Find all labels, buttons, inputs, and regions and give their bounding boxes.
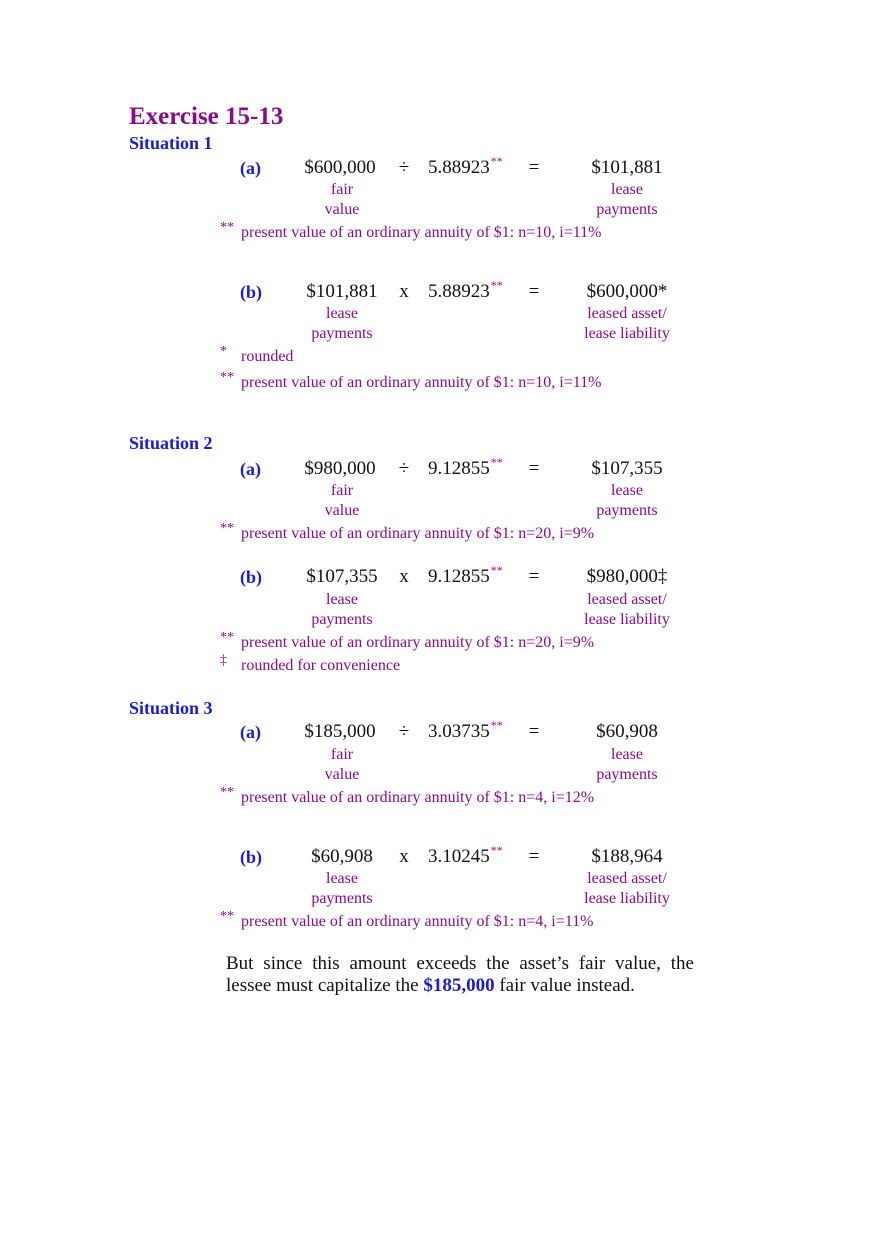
situation-2-a-result-caption: lease payments [596,482,658,519]
situation-2-b-result: $980,000‡ [586,566,668,587]
situation-3-b-result: $188,964 [591,846,663,867]
situation-3-b-result-caption: leased asset/ lease liability [584,870,670,907]
situation-3-a-label: (a) [240,722,261,742]
factor-mark: ** [490,455,503,469]
situation-1-b-note-1: * rounded [220,344,294,365]
situation-1-b-result: $600,000* [586,281,668,302]
situation-3-b-amount: $60,908 [311,846,373,867]
situation-2-b-amount-caption: lease payments [311,591,373,628]
situation-3-a-operator: ÷ [398,721,410,742]
situation-3-a-amount: $185,000 [304,721,376,742]
situation-1-b-note-2: ** present value of an ordinary annuity of $1: n=10, i=11% [220,370,602,391]
situation-1-b-label: (b) [240,282,262,302]
situation-1-b-equals: = [528,281,540,302]
situation-1-a-equals: = [528,157,540,178]
situation-1-a-factor [428,154,503,179]
situation-3-b-note: ** present value of an ordinary annuity of $1: n=4, i=11% [220,909,594,930]
situation-1-a-result-caption: lease payments [596,181,658,218]
situation-2-a-note: ** present value of an ordinary annuity of $1: n=20, i=9% [220,521,595,542]
factor-mark: ** [490,718,503,732]
situation-3-a-note: ** present value of an ordinary annuity of $1: n=4, i=12% [220,785,595,806]
situation-1-b-factor [428,278,503,303]
situation-3-a-amount-caption: fair value [324,746,360,783]
conclusion-paragraph: But since this amount exceeds the asset’s fair value, the lessee must capitalize the $185,000 fair value instead. [226,953,694,996]
situation-1-b-operator: x [399,281,409,302]
situation-2-a-label: (a) [240,459,261,479]
situation-1-b-amount-caption: lease payments [311,305,373,342]
factor-mark: ** [490,563,503,577]
situation-1-heading: Situation 1 [129,133,213,153]
situation-2-b-operator: x [399,566,409,587]
situation-1-a-result: $101,881 [591,157,663,178]
situation-2-b-label: (b) [240,567,262,587]
factor-value: 9.12855 [428,566,490,587]
situation-2-b-note-2: ‡ rounded for convenience [220,653,401,674]
factor-value: 3.03735 [428,721,490,742]
situation-3-a-equals: = [528,721,540,742]
situation-1-a-amount-caption: fair value [324,181,360,218]
factor-value: 5.88923 [428,281,490,302]
factor-value: 5.88923 [428,157,490,178]
situation-3-b-equals: = [528,846,540,867]
situation-2-b-result-caption: leased asset/ lease liability [584,591,670,628]
situation-1-b-result-caption: leased asset/ lease liability [584,305,670,342]
situation-3-a-result-caption: lease payments [596,746,658,783]
situation-3-b-amount-caption: lease payments [311,870,373,907]
situation-3-b-operator: x [399,846,409,867]
page-title: Exercise 15-13 [129,103,284,130]
factor-mark: ** [490,843,503,857]
situation-2-heading: Situation 2 [129,433,213,453]
situation-3-a-factor [428,718,503,743]
factor-mark: ** [490,278,503,292]
situation-3-a-result: $60,908 [596,721,658,742]
situation-2-a-amount-caption: fair value [324,482,360,519]
situation-2-a-amount: $980,000 [304,458,376,479]
situation-1-a-amount: $600,000 [304,157,376,178]
situation-2-b-note-1: ** present value of an ordinary annuity of $1: n=20, i=9% [220,630,595,651]
factor-value: 3.10245 [428,846,490,867]
situation-2-b-amount: $107,355 [306,566,378,587]
situation-2-a-result: $107,355 [591,458,663,479]
factor-mark: ** [490,154,503,168]
situation-3-heading: Situation 3 [129,698,213,718]
situation-1-a-operator: ÷ [398,157,410,178]
situation-3-b-factor [428,843,503,868]
situation-2-a-factor [428,455,503,480]
factor-value: 9.12855 [428,458,490,479]
capitalized-amount: $185,000 [423,975,495,996]
situation-3-b-label: (b) [240,847,262,867]
situation-1-b-amount: $101,881 [306,281,378,302]
situation-2-b-factor [428,563,503,588]
situation-2-a-operator: ÷ [398,458,410,479]
situation-1-a-note: ** present value of an ordinary annuity of $1: n=10, i=11% [220,220,602,241]
situation-1-a-label: (a) [240,158,261,178]
situation-2-b-equals: = [528,566,540,587]
situation-2-a-equals: = [528,458,540,479]
